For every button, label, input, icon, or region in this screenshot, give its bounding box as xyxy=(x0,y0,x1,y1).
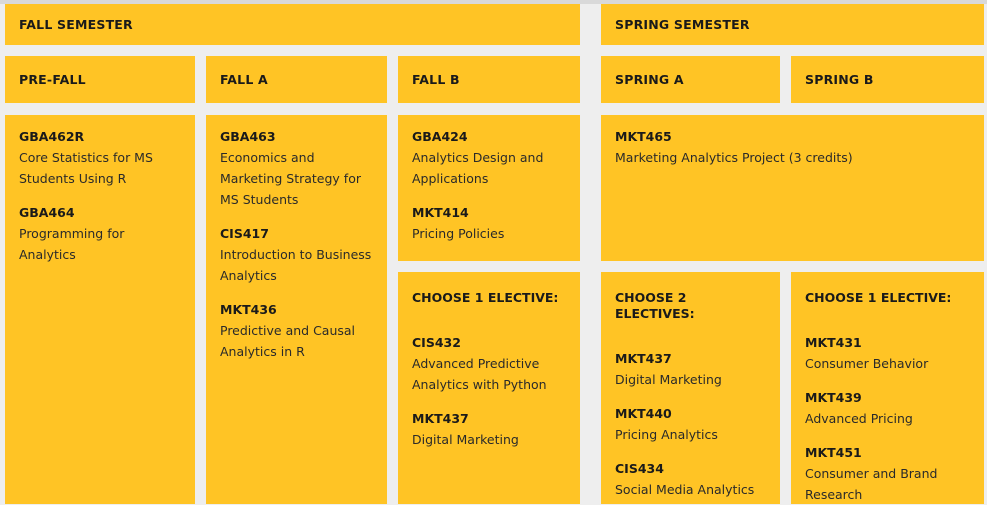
course-item xyxy=(615,348,766,390)
course-item xyxy=(412,408,566,450)
course-code: CIS434 xyxy=(615,461,664,476)
spring-semester-label: SPRING SEMESTER xyxy=(615,17,750,32)
course-code: MKT437 xyxy=(615,351,672,366)
elective-header: CHOOSE 2 ELECTIVES: xyxy=(615,290,695,321)
course-item xyxy=(19,202,181,265)
course-title: Programming for Analytics xyxy=(19,226,125,262)
term-prefall-header xyxy=(5,56,195,103)
course-item xyxy=(220,299,373,362)
course-item xyxy=(19,126,181,189)
term-fallb-header xyxy=(398,56,580,103)
term-springb-header xyxy=(791,56,984,103)
course-item xyxy=(615,403,766,445)
course-code: MKT440 xyxy=(615,406,672,421)
fall-semester-label: FALL SEMESTER xyxy=(19,17,133,32)
course-item xyxy=(412,126,566,189)
fallb-elective-panel xyxy=(398,272,580,504)
course-item xyxy=(615,458,766,500)
course-item xyxy=(412,202,566,244)
course-title: Predictive and Causal Analytics in R xyxy=(220,323,356,359)
course-code: CIS432 xyxy=(412,335,461,350)
falla-courses-panel xyxy=(206,115,387,504)
course-code: MKT439 xyxy=(805,390,862,405)
course-title: Economics and Marketing Strategy for MS Students xyxy=(220,150,361,207)
term-springa-header xyxy=(601,56,780,103)
course-title: Consumer and Brand Research xyxy=(805,466,938,502)
course-title: Pricing Policies xyxy=(412,226,505,241)
course-title: Marketing Analytics Project (3 credits) xyxy=(615,150,853,165)
course-title: Core Statistics for MS Students Using R xyxy=(19,150,153,186)
course-code: GBA464 xyxy=(19,205,75,220)
term-springa-label: SPRING A xyxy=(615,72,684,87)
course-item xyxy=(805,442,970,505)
course-title: Introduction to Business Analytics xyxy=(220,247,372,283)
course-code: MKT465 xyxy=(615,129,672,144)
course-code: MKT436 xyxy=(220,302,277,317)
course-code: MKT431 xyxy=(805,335,862,350)
spring-project-panel xyxy=(601,115,984,261)
course-title: Social Media Analytics xyxy=(615,482,755,497)
course-code: GBA424 xyxy=(412,129,468,144)
term-springb-label: SPRING B xyxy=(805,72,874,87)
elective-header: CHOOSE 1 ELECTIVE: xyxy=(412,290,559,305)
springb-elective-panel xyxy=(791,272,984,504)
course-item xyxy=(220,126,373,210)
course-title: Digital Marketing xyxy=(615,372,722,387)
elective-header: CHOOSE 1 ELECTIVE: xyxy=(805,290,952,305)
spring-semester-header xyxy=(601,4,984,45)
course-title: Pricing Analytics xyxy=(615,427,718,442)
course-title: Advanced Pricing xyxy=(805,411,913,426)
fallb-courses-panel xyxy=(398,115,580,261)
course-item xyxy=(220,223,373,286)
course-code: GBA463 xyxy=(220,129,276,144)
course-code: MKT414 xyxy=(412,205,469,220)
course-item xyxy=(805,332,970,374)
term-fallb-label: FALL B xyxy=(412,72,460,87)
course-code: CIS417 xyxy=(220,226,269,241)
course-title: Analytics Design and Applications xyxy=(412,150,544,186)
course-title: Consumer Behavior xyxy=(805,356,929,371)
term-prefall-label: PRE-FALL xyxy=(19,72,86,87)
term-falla-header xyxy=(206,56,387,103)
course-code: MKT451 xyxy=(805,445,862,460)
course-title: Advanced Predictive Analytics with Python xyxy=(412,356,547,392)
course-item xyxy=(615,126,970,168)
course-item xyxy=(805,387,970,429)
term-falla-label: FALL A xyxy=(220,72,268,87)
prefall-courses-panel xyxy=(5,115,195,504)
fall-semester-header xyxy=(5,4,580,45)
springa-elective-panel xyxy=(601,272,780,504)
course-item xyxy=(412,332,566,395)
course-code: GBA462R xyxy=(19,129,85,144)
course-title: Digital Marketing xyxy=(412,432,519,447)
course-code: MKT437 xyxy=(412,411,469,426)
